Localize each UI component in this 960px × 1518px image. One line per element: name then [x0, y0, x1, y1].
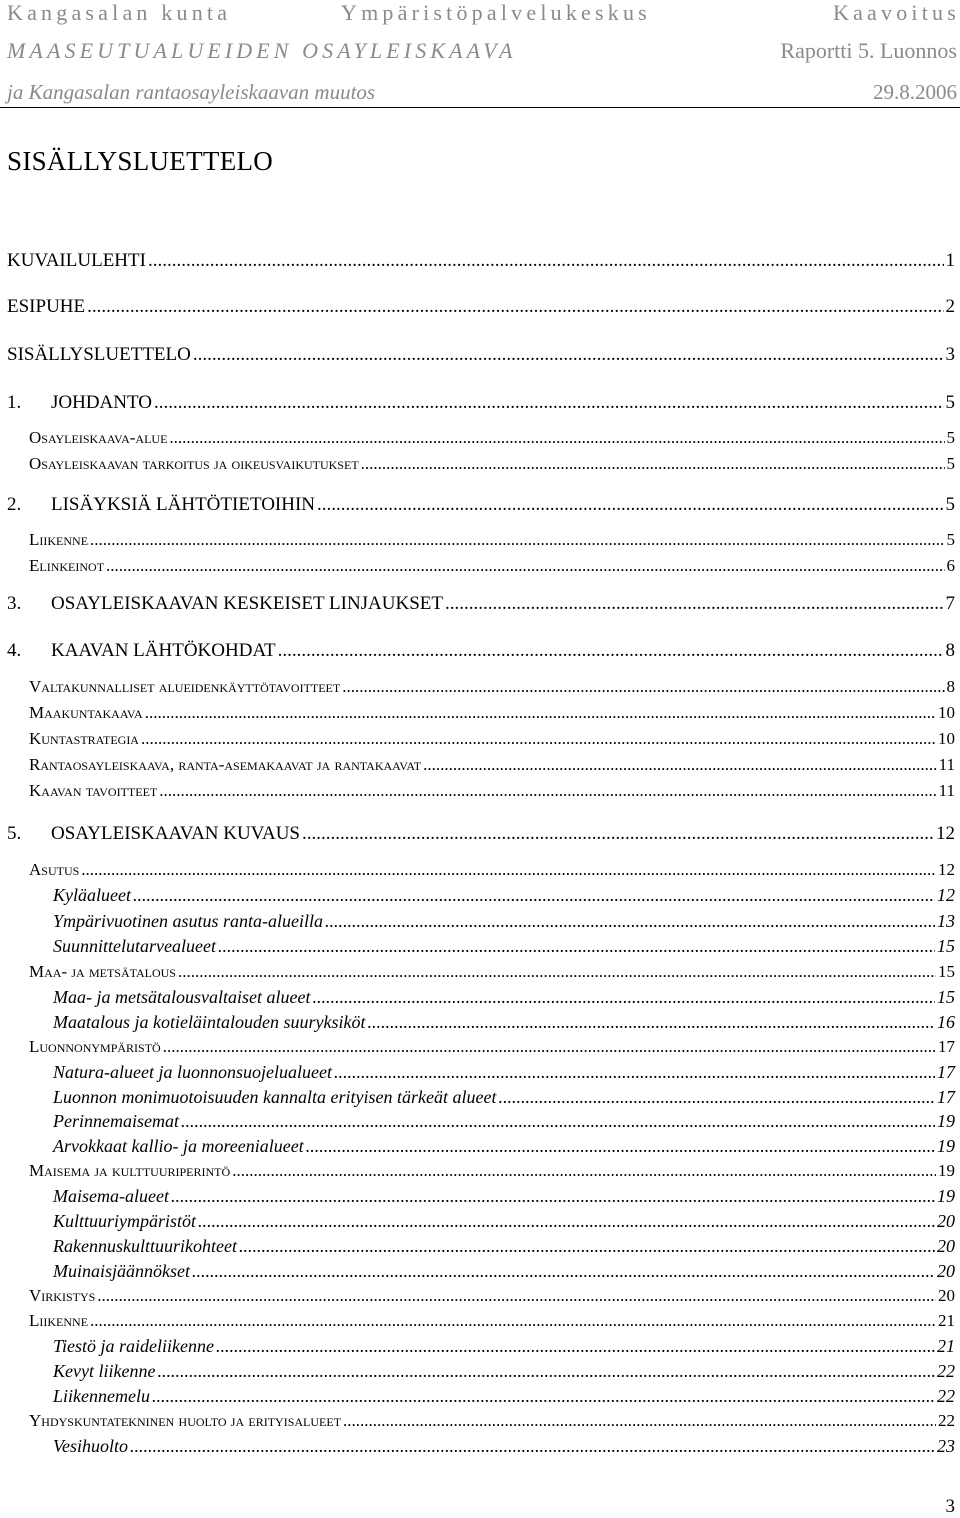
- toc-leader-dots: [342, 677, 944, 697]
- toc-leader-dots: [232, 1161, 936, 1181]
- toc-entry-page: 10: [938, 703, 955, 722]
- header-line-3: [0, 80, 960, 108]
- toc-entry[interactable]: [7, 494, 955, 518]
- toc-entry[interactable]: [29, 1311, 955, 1335]
- toc-leader-dots: [154, 392, 944, 414]
- toc-entry[interactable]: [53, 885, 955, 909]
- toc-leader-dots: [97, 1286, 936, 1306]
- toc-entry-label: [29, 454, 359, 474]
- toc-entry-text: Tiestö ja raideliikenne: [53, 1336, 214, 1356]
- toc-entry-page: 1: [945, 250, 955, 271]
- toc-entry[interactable]: [29, 428, 955, 452]
- header-line-2: [0, 38, 960, 66]
- toc-entry-text: Vesihuolto: [53, 1436, 128, 1456]
- toc-entry-text: KAAVAN LÄHTÖKOHDAT: [51, 640, 276, 661]
- toc-entry-label: [29, 962, 176, 982]
- toc-entry-text: Luonnon monimuotoisuuden kannalta erityisen tärkeät alueet: [53, 1087, 497, 1107]
- toc-entry-label: [29, 781, 157, 801]
- toc-entry-text: SISÄLLYSLUETTELO: [7, 344, 191, 365]
- toc-entry-page: 16: [937, 1012, 955, 1032]
- toc-leader-dots: [334, 1062, 935, 1083]
- toc-entry-label: [29, 556, 104, 576]
- toc-entry[interactable]: [29, 1411, 955, 1435]
- toc-entry-page: 19: [937, 1186, 955, 1206]
- toc-entry-page: 20: [937, 1211, 955, 1231]
- toc-entry-page: 22: [937, 1386, 955, 1406]
- toc-entry-page: 5: [946, 454, 955, 473]
- toc-entry-text: Osayleiskaava-alue: [29, 428, 168, 447]
- header-unit: Kaavoitus: [832, 0, 960, 25]
- toc-entry-label: [29, 1311, 88, 1331]
- toc-entry-text: Kyläalueet: [53, 885, 131, 905]
- header-plan-subtitle: ja Kangasalan rantaosayleiskaavan muutos: [7, 80, 376, 104]
- toc-leader-dots: [159, 781, 936, 801]
- toc-entry-page: 15: [938, 962, 955, 981]
- toc-entry-page: 3: [945, 344, 955, 365]
- toc-entry[interactable]: [53, 1261, 955, 1285]
- header-department: Ympäristöpalvelukeskus: [341, 0, 651, 25]
- toc-entry[interactable]: [53, 1136, 955, 1160]
- toc-entry-page: 20: [938, 1286, 955, 1305]
- toc-entry-label: [53, 1261, 190, 1282]
- toc-entry-label: [7, 344, 191, 366]
- toc-entry-page: 23: [937, 1436, 955, 1456]
- toc-entry-page: 8: [946, 677, 955, 696]
- toc-entry[interactable]: [53, 1236, 955, 1260]
- toc-entry-page: 12: [937, 885, 955, 905]
- page-title: SISÄLLYSLUETTELO: [7, 146, 274, 176]
- page-number: 3: [945, 1496, 955, 1517]
- toc-leader-dots: [163, 1037, 936, 1057]
- toc-entry[interactable]: [29, 962, 955, 986]
- header-municipality: Kangasalan kunta: [7, 0, 232, 25]
- toc-leader-dots: [141, 729, 936, 749]
- toc-entry-text: KUVAILULEHTI: [7, 250, 146, 271]
- toc-entry-label: [53, 987, 310, 1008]
- toc-entry-text: JOHDANTO: [51, 392, 152, 413]
- toc-entry-page: 19: [937, 1111, 955, 1131]
- toc-entry-page: 5: [945, 392, 955, 413]
- toc-leader-dots: [302, 823, 934, 845]
- toc-leader-dots: [361, 454, 945, 474]
- toc-entry-text: Maatalous ja kotieläintalouden suuryksiköt: [53, 1012, 366, 1032]
- toc-entry-label: [53, 911, 323, 932]
- toc-entry-page: 7: [945, 593, 955, 614]
- header-plan-name: MAASEUTUALUEIDEN OSAYLEISKAAVA: [7, 38, 517, 63]
- toc-entry-text: Liikennemelu: [53, 1386, 150, 1406]
- toc-entry-label: [29, 703, 143, 723]
- toc-entry-label: [7, 250, 146, 272]
- toc-entry-page: 17: [937, 1087, 955, 1107]
- toc-entry[interactable]: [53, 911, 955, 935]
- toc-entry-number: 1.: [7, 392, 22, 413]
- toc-leader-dots: [216, 1336, 935, 1357]
- toc-entry-text: LISÄYKSIÄ LÄHTÖTIETOIHIN: [51, 494, 316, 515]
- toc-leader-dots: [145, 703, 936, 723]
- toc-entry-label: [53, 1186, 169, 1207]
- toc-leader-dots: [130, 1436, 935, 1457]
- toc-entry-text: Natura-alueet ja luonnonsuojelualueet: [53, 1062, 332, 1082]
- toc-entry-label: [7, 392, 152, 414]
- toc-entry-text: Maa- ja metsätalous: [29, 962, 176, 981]
- toc-entry-text: Kevyt liikenne: [53, 1361, 156, 1381]
- toc-entry-text: Maakuntakaava: [29, 703, 143, 722]
- toc-entry-page: 2: [945, 296, 955, 317]
- toc-entry-text: Virkistys: [29, 1286, 96, 1305]
- toc-leader-dots: [198, 1211, 935, 1232]
- toc-entry[interactable]: [53, 1386, 955, 1410]
- toc-entry[interactable]: [29, 860, 955, 884]
- toc-entry-text: Elinkeinot: [29, 556, 105, 575]
- toc-entry[interactable]: [7, 640, 955, 664]
- toc-entry-text: Kulttuuriympäristöt: [53, 1211, 197, 1231]
- toc-entry-number: 3.: [7, 593, 22, 614]
- toc-leader-dots: [152, 1386, 935, 1407]
- toc-leader-dots: [278, 640, 944, 662]
- toc-entry-label: [53, 1336, 214, 1357]
- toc-entry-number: 2.: [7, 494, 22, 515]
- toc-leader-dots: [87, 296, 943, 318]
- toc-entry[interactable]: [53, 1211, 955, 1235]
- toc-entry-label: [53, 1012, 365, 1033]
- toc-entry[interactable]: [53, 1062, 955, 1086]
- toc-entry[interactable]: [53, 1111, 955, 1135]
- toc-leader-dots: [193, 344, 944, 366]
- toc-entry-label: [7, 640, 276, 662]
- toc-entry[interactable]: [53, 1186, 955, 1210]
- toc-entry-page: 20: [937, 1261, 955, 1281]
- toc-entry-label: [53, 1361, 155, 1382]
- toc-leader-dots: [133, 885, 935, 906]
- toc-entry-number: 5.: [7, 823, 22, 844]
- toc-entry[interactable]: [29, 454, 955, 478]
- toc-entry-text: Kuntastrategia: [29, 729, 139, 748]
- toc-entry-label: [29, 755, 421, 775]
- toc-entry-page: 13: [937, 911, 955, 931]
- toc-entry[interactable]: [53, 1361, 955, 1385]
- toc-entry-label: [53, 1136, 304, 1157]
- toc-entry-text: Rakennuskulttuurikohteet: [53, 1236, 237, 1256]
- toc-entry-number: 4.: [7, 640, 22, 661]
- toc-entry[interactable]: [7, 823, 955, 847]
- toc-leader-dots: [171, 1186, 935, 1207]
- toc-entry-page: 19: [938, 1161, 955, 1180]
- toc-entry-text: OSAYLEISKAAVAN KESKEISET LINJAUKSET: [51, 593, 443, 614]
- toc-entry-label: [53, 1111, 179, 1132]
- toc-leader-dots: [90, 1311, 936, 1331]
- toc-entry-label: [53, 1436, 128, 1457]
- toc-leader-dots: [178, 962, 936, 982]
- toc-leader-dots: [169, 428, 944, 448]
- toc-entry[interactable]: [29, 530, 955, 554]
- toc-entry-page: 5: [946, 530, 955, 549]
- toc-leader-dots: [148, 250, 944, 272]
- toc-entry-text: Maa- ja metsätalousvaltaiset alueet: [53, 987, 311, 1007]
- toc-leader-dots: [343, 1411, 936, 1431]
- toc-leader-dots: [445, 593, 944, 615]
- toc-entry-text: Osayleiskaavan tarkoitus ja oikeusvaikutukset: [29, 454, 359, 473]
- toc-entry[interactable]: [53, 1087, 955, 1111]
- toc-leader-dots: [317, 494, 943, 516]
- toc-entry[interactable]: [53, 1336, 955, 1360]
- toc-entry[interactable]: [29, 1161, 955, 1185]
- toc-leader-dots: [181, 1111, 935, 1132]
- toc-entry-label: [7, 494, 315, 516]
- toc-entry-page: 22: [938, 1411, 955, 1430]
- toc-entry[interactable]: [29, 729, 955, 753]
- toc-entry-page: 20: [937, 1236, 955, 1256]
- toc-entry-page: 6: [946, 556, 955, 575]
- toc-entry-label: [29, 1411, 341, 1431]
- toc-leader-dots: [81, 860, 936, 880]
- toc-entry[interactable]: [53, 987, 955, 1011]
- toc-entry-label: [53, 885, 131, 906]
- toc-entry-text: Liikenne: [29, 1311, 89, 1330]
- toc-entry-page: 17: [938, 1037, 955, 1056]
- toc-entry-label: [29, 1037, 161, 1057]
- toc-entry[interactable]: [53, 1436, 955, 1460]
- toc-leader-dots: [498, 1087, 935, 1108]
- toc-entry[interactable]: [29, 1286, 955, 1310]
- toc-leader-dots: [192, 1261, 935, 1282]
- toc-leader-dots: [423, 755, 937, 775]
- toc-entry-text: Valtakunnalliset alueidenkäyttötavoitteet: [29, 677, 341, 696]
- toc-entry-text: Liikenne: [29, 530, 89, 549]
- toc-entry-label: [53, 1386, 150, 1407]
- toc-entry-page: 15: [937, 936, 955, 956]
- toc-entry-page: 15: [937, 987, 955, 1007]
- toc-entry[interactable]: [53, 936, 955, 960]
- toc-entry-label: [29, 677, 340, 697]
- toc-entry-text: ESIPUHE: [7, 296, 86, 317]
- toc-entry-page: 8: [945, 640, 955, 661]
- toc-entry-page: 5: [946, 428, 955, 447]
- toc-entry-page: 17: [937, 1062, 955, 1082]
- toc-entry-label: [29, 1286, 95, 1306]
- toc-entry-label: [53, 936, 216, 957]
- header-report: Raportti 5. Luonnos: [780, 38, 957, 63]
- toc-entry-page: 11: [938, 755, 955, 774]
- toc-entry[interactable]: [29, 1037, 955, 1061]
- toc-entry-page: 21: [937, 1336, 955, 1356]
- toc-entry-label: [53, 1211, 196, 1232]
- toc-entry-page: 21: [938, 1311, 955, 1330]
- toc-leader-dots: [239, 1236, 935, 1257]
- toc-entry-page: 5: [945, 494, 955, 515]
- toc-entry[interactable]: [29, 703, 955, 727]
- toc-leader-dots: [218, 936, 935, 957]
- toc-entry-page: 10: [938, 729, 955, 748]
- toc-entry[interactable]: [7, 296, 955, 320]
- toc-entry[interactable]: [29, 556, 955, 580]
- toc-entry[interactable]: [7, 392, 955, 416]
- toc-entry[interactable]: [7, 593, 955, 617]
- toc-entry-label: [29, 860, 79, 880]
- toc-leader-dots: [306, 1136, 935, 1157]
- toc-leader-dots: [367, 1012, 935, 1033]
- toc-entry-page: 22: [937, 1361, 955, 1381]
- toc-leader-dots: [106, 556, 944, 576]
- toc-entry-label: [53, 1062, 332, 1083]
- toc-entry-label: [29, 1161, 230, 1181]
- toc-entry-label: [29, 428, 167, 448]
- toc-entry-text: Asutus: [29, 860, 80, 879]
- toc-entry-label: [53, 1087, 496, 1108]
- toc-entry-label: [7, 823, 300, 845]
- toc-entry-label: [29, 729, 139, 749]
- toc-entry-text: Maisema ja kulttuuriperintö: [29, 1161, 231, 1180]
- toc-entry[interactable]: [29, 781, 955, 805]
- header-divider: [0, 107, 960, 108]
- toc-entry[interactable]: [53, 1012, 955, 1036]
- toc-entry-text: Perinnemaisemat: [53, 1111, 179, 1131]
- header-date: 29.8.2006: [873, 80, 957, 104]
- toc-entry[interactable]: [7, 344, 955, 368]
- toc-entry-page: 12: [938, 860, 955, 879]
- header-line-1: [0, 0, 960, 28]
- toc-entry-text: Ympärivuotinen asutus ranta-alueilla: [53, 911, 323, 931]
- toc-leader-dots: [312, 987, 935, 1008]
- toc-entry-label: [7, 593, 443, 615]
- toc-entry-text: Rantaosayleiskaava, ranta-asemakaavat ja rantakaavat: [29, 755, 422, 774]
- toc-entry-text: Arvokkaat kallio- ja moreenialueet: [53, 1136, 304, 1156]
- toc-entry[interactable]: [7, 250, 955, 274]
- toc-entry-page: 12: [936, 823, 955, 844]
- toc-leader-dots: [157, 1361, 935, 1382]
- toc-entry-label: [53, 1236, 237, 1257]
- toc-entry-text: Yhdyskuntatekninen huolto ja erityisalueet: [29, 1411, 342, 1430]
- toc-entry-label: [29, 530, 88, 550]
- toc-entry-text: Kaavan tavoitteet: [29, 781, 158, 800]
- toc-entry-text: Luonnonympäristö: [29, 1037, 161, 1056]
- toc-entry-text: OSAYLEISKAAVAN KUVAUS: [51, 823, 300, 844]
- toc-entry-text: Muinaisjäännökset: [53, 1261, 190, 1281]
- toc-entry-label: [7, 296, 85, 318]
- toc-entry[interactable]: [29, 677, 955, 701]
- toc-entry-page: 11: [938, 781, 955, 800]
- toc-leader-dots: [90, 530, 944, 550]
- toc-entry-page: 19: [937, 1136, 955, 1156]
- toc-entry-text: Maisema-alueet: [53, 1186, 169, 1206]
- toc-leader-dots: [325, 911, 935, 932]
- toc-entry-text: Suunnittelutarvealueet: [53, 936, 216, 956]
- toc-entry[interactable]: [29, 755, 955, 779]
